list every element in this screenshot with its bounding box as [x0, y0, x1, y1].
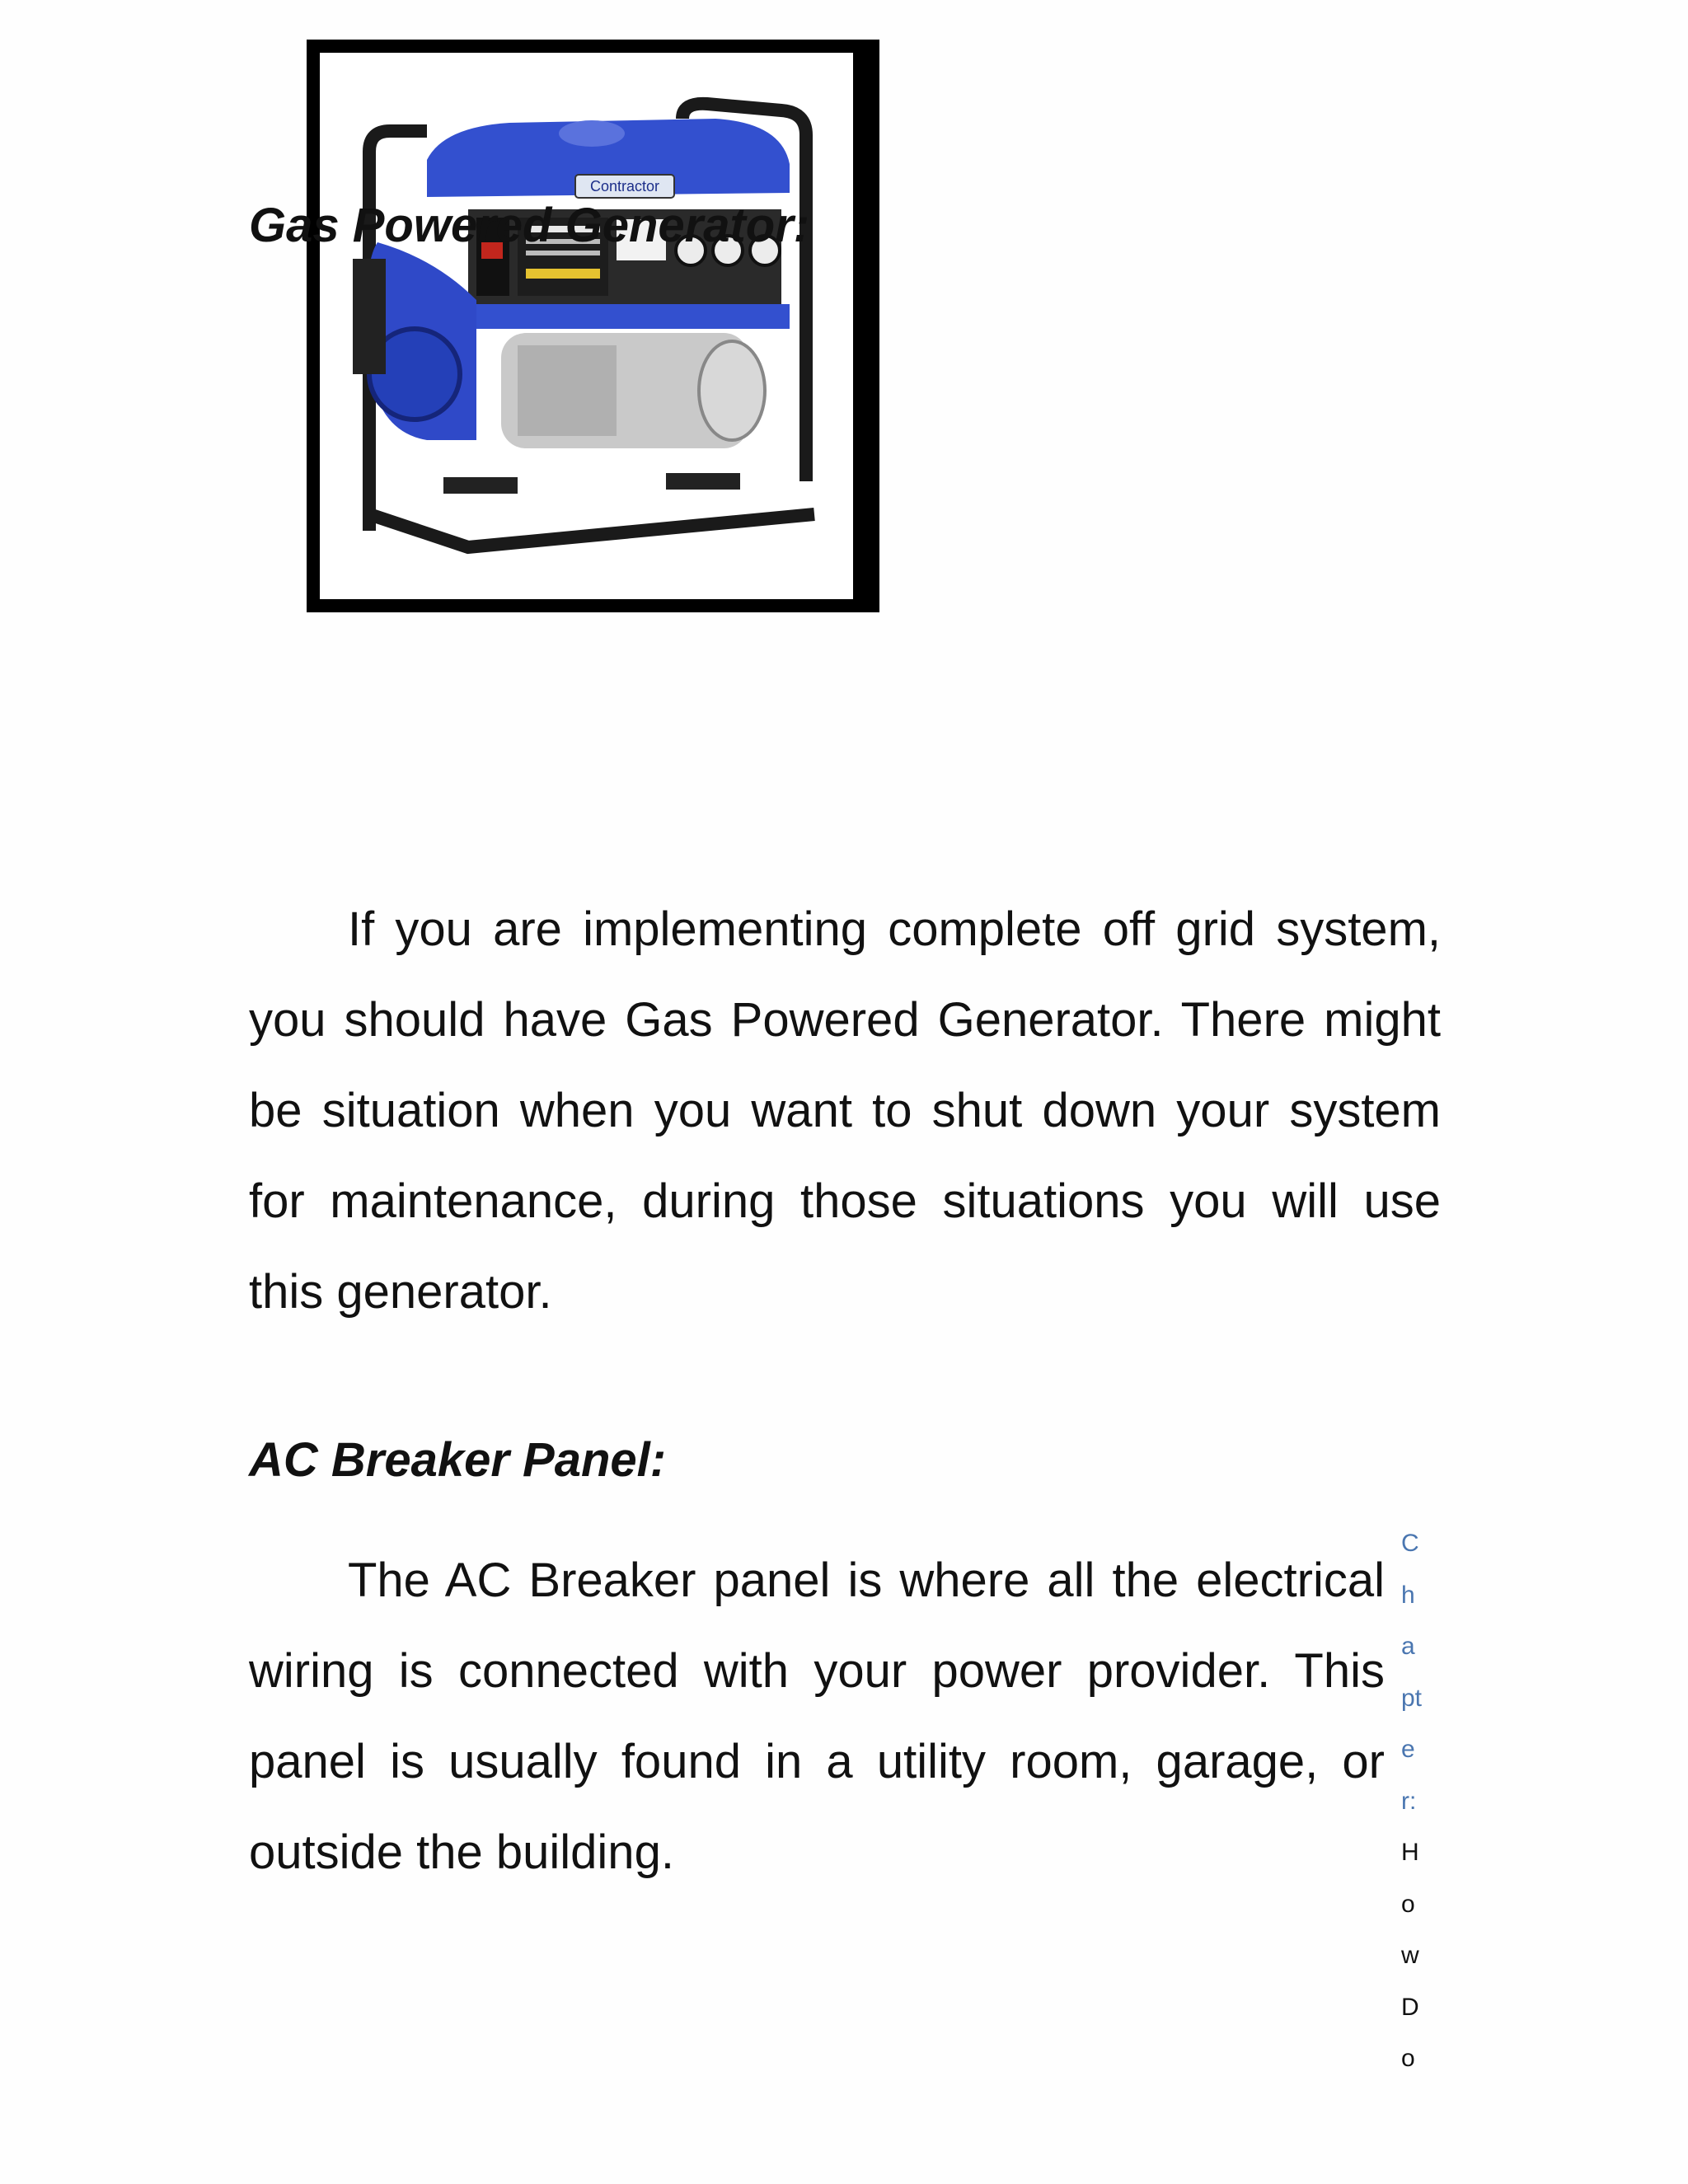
generator-image [320, 53, 853, 599]
sidebar-char: H [1401, 1839, 1419, 1866]
sidebar-char: e [1401, 1736, 1415, 1763]
ac-breaker-paragraph: The AC Breaker panel is where all the electrical wiring is connected with your power provider. This panel is usually found in a utility room, garage, or outside the building. [249, 1554, 1385, 1879]
sidebar-char: o [1401, 2045, 1415, 2072]
generator-image-frame [307, 40, 879, 612]
sidebar-char: h [1401, 1581, 1415, 1609]
sidebar-char: a [1401, 1633, 1415, 1660]
sidebar-char: r: [1401, 1787, 1417, 1815]
chapter-sidebar [1401, 1518, 1439, 2085]
sidebar-char: w [1401, 1942, 1419, 1969]
gas-generator-paragraph: If you are implementing complete off grid system, you should have Gas Powered Generator. There might be situation when you want to shut down your system for maintenance, during those situations you will use this generator. [249, 902, 1441, 1319]
brand-label-text: Contractor [589, 178, 660, 194]
sidebar-char: pt [1401, 1684, 1423, 1712]
ac-breaker-heading: AC Breaker Panel: [249, 1433, 667, 1487]
sidebar-char: o [1401, 1890, 1415, 1918]
sidebar-char: C [1401, 1530, 1419, 1557]
gas-generator-heading: Gas Powered Generator: [249, 199, 810, 252]
sidebar-char: D [1401, 1993, 1419, 2021]
